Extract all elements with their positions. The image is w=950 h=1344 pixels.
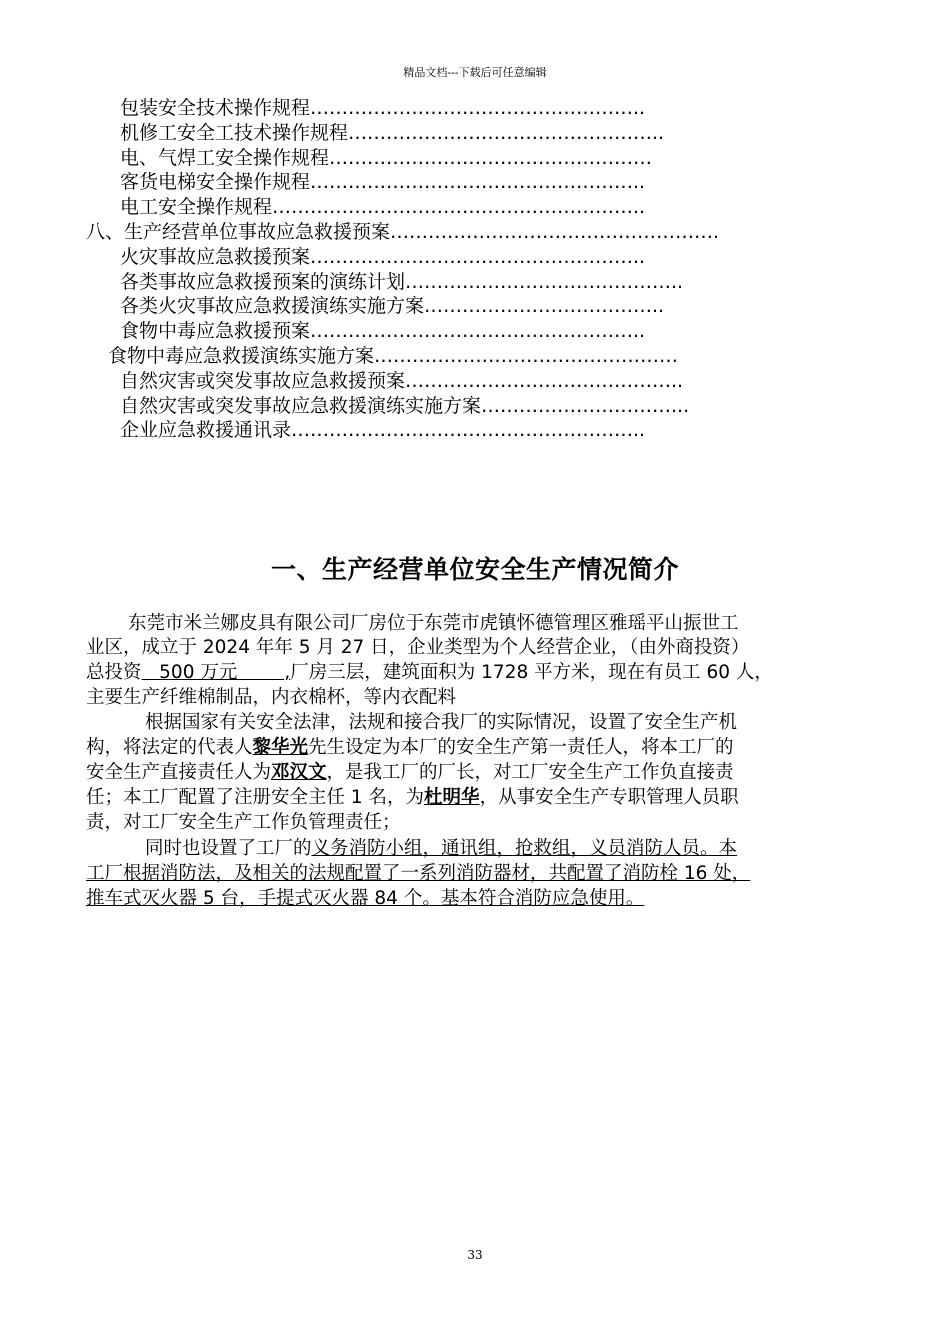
paragraph-3-line-1 <box>145 836 737 861</box>
paragraph-3-line-1-a: 同时也设置了工厂的 <box>145 838 312 859</box>
toc-entry <box>120 418 645 443</box>
paragraph-1-line-3-rest: 厂房三层，建筑面积为 1728 平方米，现在有员工 60 人， <box>290 662 773 683</box>
paragraph-2-line-5: 责，对工厂安全生产工作负管理责任； <box>86 812 401 833</box>
paragraph-3-line-2: 工厂根据消防法，及相关的法规配置了一系列消防器材，共配置了消防栓 16 处， <box>86 863 751 884</box>
toc-entry-title: 食物中毒应急救援演练实施方案 <box>108 345 375 367</box>
toc-entry-title: 自然灾害或突发事故应急救援演练实施方案 <box>120 394 482 417</box>
toc-entry-leader: ………………………………………………….. <box>272 196 646 219</box>
toc-entry-title: 电工安全操作规程 <box>120 196 273 219</box>
toc-entry-leader: ………………………………………….. <box>348 121 665 144</box>
legal-representative-name: 黎华光 <box>252 737 309 758</box>
paragraph-2-line-4-a: 任；本工厂配置了注册安全主任 1 名，为 <box>86 787 425 808</box>
toc-entry-title: 电、气焊工安全操作规程 <box>120 146 330 169</box>
direct-responsible-name: 邓汉文 <box>271 762 327 783</box>
toc-entry-leader: …………………………………………….. <box>310 171 646 194</box>
toc-entry-leader: …………………………………….. <box>405 369 684 392</box>
toc-entry-leader: ……………………………………………….. <box>291 419 646 442</box>
toc-entry-leader: …………………………... <box>481 394 690 417</box>
toc-entry-title: 食物中毒应急救援预案 <box>120 320 311 343</box>
toc-entry-title: 八、生产经营单位事故应急救援预案 <box>86 221 391 243</box>
toc-entry <box>120 96 645 121</box>
toc-entry-title: 火灾事故应急救援预案 <box>120 245 311 268</box>
toc-entry-leader: …………………………………….. <box>405 270 684 293</box>
toc-entry-title: 自然灾害或突发事故应急救援预案 <box>120 369 406 392</box>
paragraph-2-line-2-a: 构，将法定的代表人 <box>86 737 253 758</box>
toc-entry <box>120 319 645 344</box>
page-header: 精品文档---下载后可任意编辑 <box>403 66 547 79</box>
toc-entry <box>86 220 719 245</box>
paragraph-2-line-3-b: ，是我工厂的厂长，对工厂安全生产工作负直接责 <box>326 762 734 783</box>
toc-entry-title: 包装安全技术操作规程 <box>120 97 311 119</box>
toc-entry <box>108 344 678 369</box>
paragraph-2-line-1: 根据国家有关安全法津，法规和接合我厂的实际情况，设置了安全生产机 <box>145 712 738 733</box>
paragraph-2-line-3-a: 安全生产直接责任人为 <box>86 762 272 783</box>
toc-entry-title: 各类事故应急救援预案的演练计划 <box>120 270 406 293</box>
toc-entry <box>120 394 689 419</box>
toc-entry <box>120 146 652 171</box>
toc-entry <box>120 170 645 195</box>
toc-entry <box>120 121 664 146</box>
toc-entry <box>120 270 683 295</box>
toc-entry-title: 机修工安全工技术操作规程 <box>120 121 349 144</box>
page-number: 33 <box>467 1248 483 1262</box>
toc-entry-leader: ……………………………….. <box>424 295 665 318</box>
paragraph-1-line-4: 主要生产纤维棉制品，内衣棉杯，等内衣配料 <box>86 687 457 708</box>
toc-entry-leader: …………………………………………….. <box>310 97 646 119</box>
toc-entry-leader: …………………………………………….. <box>310 245 646 268</box>
paragraph-2-line-4-b: ，从事安全生产专职管理人员职 <box>479 787 739 808</box>
paragraph-2-line-2-b: 先生设定为本厂的安全生产第一责任人，将本工厂的 <box>308 737 734 758</box>
toc-entry <box>120 195 645 220</box>
toc-entry <box>120 245 645 270</box>
total-investment-label: 总投资 <box>86 662 142 683</box>
toc-entry-leader: …………………………………………….. <box>310 320 646 343</box>
paragraph-1-line-3 <box>86 660 773 685</box>
paragraph-3-line-3: 推车式灭火器 5 台，手提式灭火器 84 个。基本符合消防应急使用。 <box>86 888 645 909</box>
toc-entry-leader: ………………………………………… <box>374 345 679 367</box>
paragraph-1-line-2: 业区，成立于 2024 年年 5 月 27 日，企业类型为个人经营企业，（由外商投资） <box>86 637 750 658</box>
section-title: 一、生产经营单位安全生产情况简介 <box>270 555 679 584</box>
toc-entry <box>120 369 683 394</box>
paragraph-2-line-2 <box>86 735 734 760</box>
safety-director-name: 杜明华 <box>424 787 480 808</box>
toc-entry-title: 企业应急救援通讯录 <box>120 419 292 442</box>
paragraph-2-line-3 <box>86 760 734 785</box>
total-investment-value: 500 万元 , <box>141 662 291 683</box>
toc-entry-leader: ……………………………………………. <box>390 221 720 243</box>
toc-entry-title: 各类火灾事故应急救援演练实施方案 <box>120 295 425 318</box>
paragraph-3-line-1-underlined: 义务消防小组，通讯组，抢救组，义员消防人员。本 <box>311 838 738 859</box>
paragraph-2-line-4 <box>86 785 739 810</box>
toc-entry-title: 客货电梯安全操作规程 <box>120 171 311 194</box>
paragraph-1-line-1: 东莞市米兰娜皮具有限公司厂房位于东莞市虎镇怀德管理区雅瑶平山振世工 <box>128 613 739 634</box>
toc-entry-leader: …………………………………………… <box>329 146 653 169</box>
toc-entry <box>120 294 664 319</box>
